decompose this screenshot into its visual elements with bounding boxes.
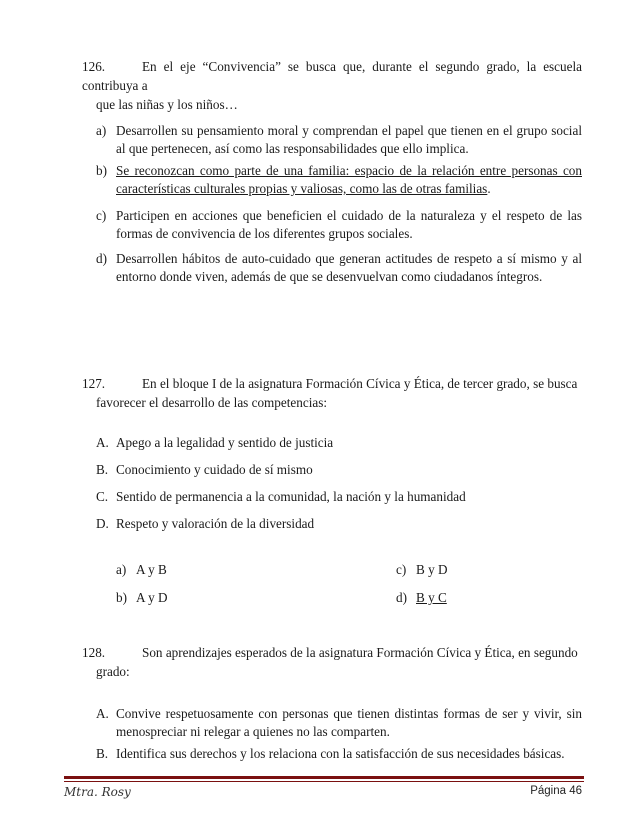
answer-text: B y D bbox=[416, 562, 448, 577]
question-number: 127. bbox=[82, 376, 106, 391]
competency-b bbox=[96, 461, 582, 479]
option-text: Participen en acciones que beneficien el cuidado de la naturaleza y el respeto de las formas de convivencia de los diferentes grupos sociales. bbox=[116, 208, 582, 241]
question-text-line2: favorecer el desarrollo de las competencias: bbox=[96, 395, 328, 410]
underlined-answer: Se reconozcan como parte de una familia: espacio de la relación entre personas con características culturales propias y valiosas, como las de otras familias bbox=[116, 163, 582, 196]
item-text: Sentido de permanencia a la comunidad, la nación y la humanidad bbox=[116, 489, 466, 504]
item-text: Conocimiento y cuidado de sí mismo bbox=[116, 462, 313, 477]
underlined-answer: B y C bbox=[416, 590, 447, 605]
answer-text: A y B bbox=[136, 562, 167, 577]
answer-a bbox=[116, 561, 167, 579]
item-text: Apego a la legalidad y sentido de justicia bbox=[116, 435, 334, 450]
footer-rule-thick bbox=[64, 776, 584, 779]
item-marker: B. bbox=[96, 746, 109, 761]
competency-c bbox=[96, 488, 582, 506]
option-text: Desarrollen hábitos de auto-cuidado que generan actitudes de respeto a sí mismo y al entorno donde viven, además de que se desenvuelvan como ciudadanos íntegros. bbox=[116, 251, 582, 284]
option-marker: c) bbox=[96, 208, 107, 223]
learning-a bbox=[96, 705, 582, 741]
option-a bbox=[96, 122, 582, 158]
page-number: Página 46 bbox=[530, 785, 582, 797]
option-text bbox=[96, 162, 582, 198]
question-text-line1: En el bloque I de la asignatura Formación Cívica y Ética, de tercer grado, se busca bbox=[142, 376, 578, 391]
footer-rule-thin bbox=[64, 781, 584, 782]
question-128 bbox=[82, 643, 582, 681]
footer-author: Mtra. Rosy bbox=[64, 785, 131, 799]
option-marker: d) bbox=[96, 251, 107, 266]
answer-d bbox=[396, 589, 447, 607]
learning-b bbox=[96, 745, 582, 763]
option-c bbox=[96, 207, 582, 243]
item-marker: A. bbox=[96, 435, 109, 450]
option-text: Desarrollen su pensamiento moral y comprendan el papel que tienen en el grupo social al que pertenecen, así como las responsabilidades que ello implica. bbox=[116, 123, 582, 156]
answer-b bbox=[116, 589, 168, 607]
item-text: Convive respetuosamente con personas que tienen distintas formas de ser y vivir, sin menospreciar ni relegar a quienes no las comparten. bbox=[116, 706, 582, 739]
question-text-line2: grado: bbox=[96, 664, 130, 679]
question-text-line1: Son aprendizajes esperados de la asignatura Formación Cívica y Ética, en segundo bbox=[142, 645, 578, 660]
item-text: Identifica sus derechos y los relaciona con la satisfacción de sus necesidades básicas. bbox=[116, 746, 565, 761]
question-number: 128. bbox=[82, 645, 106, 660]
item-marker: B. bbox=[96, 462, 109, 477]
competency-a bbox=[96, 434, 582, 452]
option-marker: b) bbox=[96, 163, 107, 178]
question-text-line1: En el eje “Convivencia” se busca que, durante el segundo grado, la escuela contribuya a bbox=[82, 59, 582, 93]
answer-marker: a) bbox=[116, 562, 127, 577]
option-b bbox=[96, 162, 582, 198]
answer-marker: d) bbox=[396, 590, 407, 605]
question-127 bbox=[82, 374, 582, 412]
question-number: 126. bbox=[82, 59, 106, 74]
question-126 bbox=[82, 57, 582, 114]
item-marker: C. bbox=[96, 489, 109, 504]
answer-text: A y D bbox=[136, 590, 168, 605]
option-text-tail: . bbox=[487, 181, 491, 196]
answer-c bbox=[396, 561, 448, 579]
competency-d bbox=[96, 515, 582, 533]
option-d bbox=[96, 250, 582, 286]
item-text: Respeto y valoración de la diversidad bbox=[116, 516, 315, 531]
answer-marker: b) bbox=[116, 590, 127, 605]
option-marker: a) bbox=[96, 123, 107, 138]
item-marker: A. bbox=[96, 706, 109, 721]
question-text-line2: que las niñas y los niños… bbox=[96, 97, 238, 112]
answer-marker: c) bbox=[396, 562, 407, 577]
item-marker: D. bbox=[96, 516, 109, 531]
